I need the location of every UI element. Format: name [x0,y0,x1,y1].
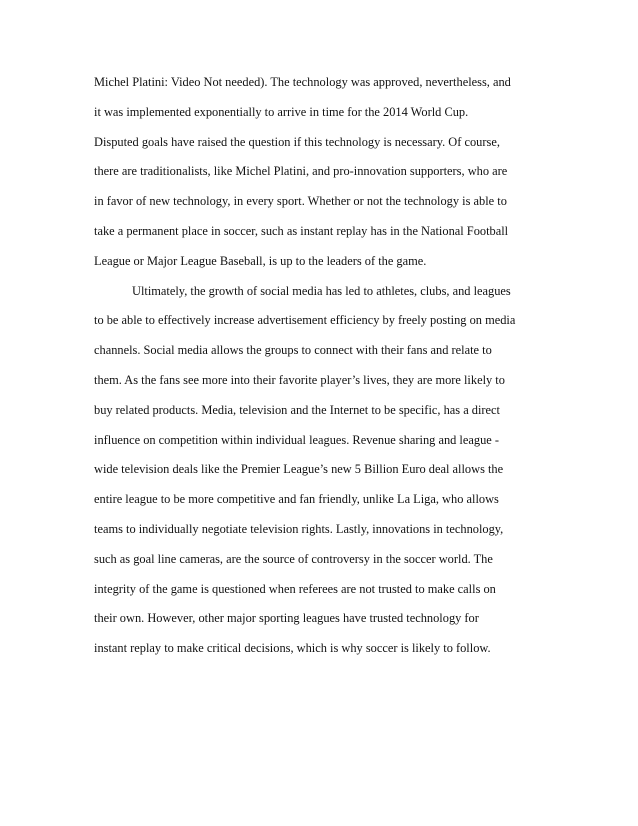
text-line: entire league to be more competitive and fan friendly, unlike La Liga, who allows [94,492,499,507]
text-line: integrity of the game is questioned when referees are not trusted to make calls on [94,581,496,596]
text-line: Ultimately, the growth of social media has led to athletes, clubs, and leagues [132,283,511,298]
text-line: channels. Social media allows the groups to connect with their fans and relate to [94,343,492,358]
text-line: their own. However, other major sporting leagues have trusted technology for [94,611,479,626]
text-line: them. As the fans see more into their favorite player’s lives, they are more likely to [94,372,505,387]
text-line: Michel Platini: Video Not needed). The technology was approved, nevertheless, and [94,75,511,89]
text-line: wide television deals like the Premier League’s new 5 Billion Euro deal allows the [94,462,504,477]
text-line: in favor of new technology, in every sport. Whether or not the technology is able to [94,194,507,209]
text-line: there are traditionalists, like Michel Platini, and pro-innovation supporters, who are [94,164,508,179]
text-line: instant replay to make critical decisions, which is why soccer is likely to follow. [94,641,491,656]
body-text [94,68,544,664]
text-line: League or Major League Baseball, is up to the leaders of the game. [94,253,427,268]
text-line: to be able to effectively increase advertisement efficiency by freely posting on media [94,313,516,328]
text-line: take a permanent place in soccer, such as instant replay has in the National Football [94,223,509,238]
text-line: teams to individually negotiate television rights. Lastly, innovations in technology, [94,521,504,536]
text-line: it was implemented exponentially to arrive in time for the 2014 World Cup. [94,104,469,119]
text-line: buy related products. Media, television and the Internet to be specific, has a direct [94,402,500,417]
text-line: such as goal line cameras, are the source of controversy in the soccer world. The [94,551,493,566]
text-line: influence on competition within individual leagues. Revenue sharing and league - [94,432,499,447]
text-line: Disputed goals have raised the question if this technology is necessary. Of course, [94,134,500,149]
